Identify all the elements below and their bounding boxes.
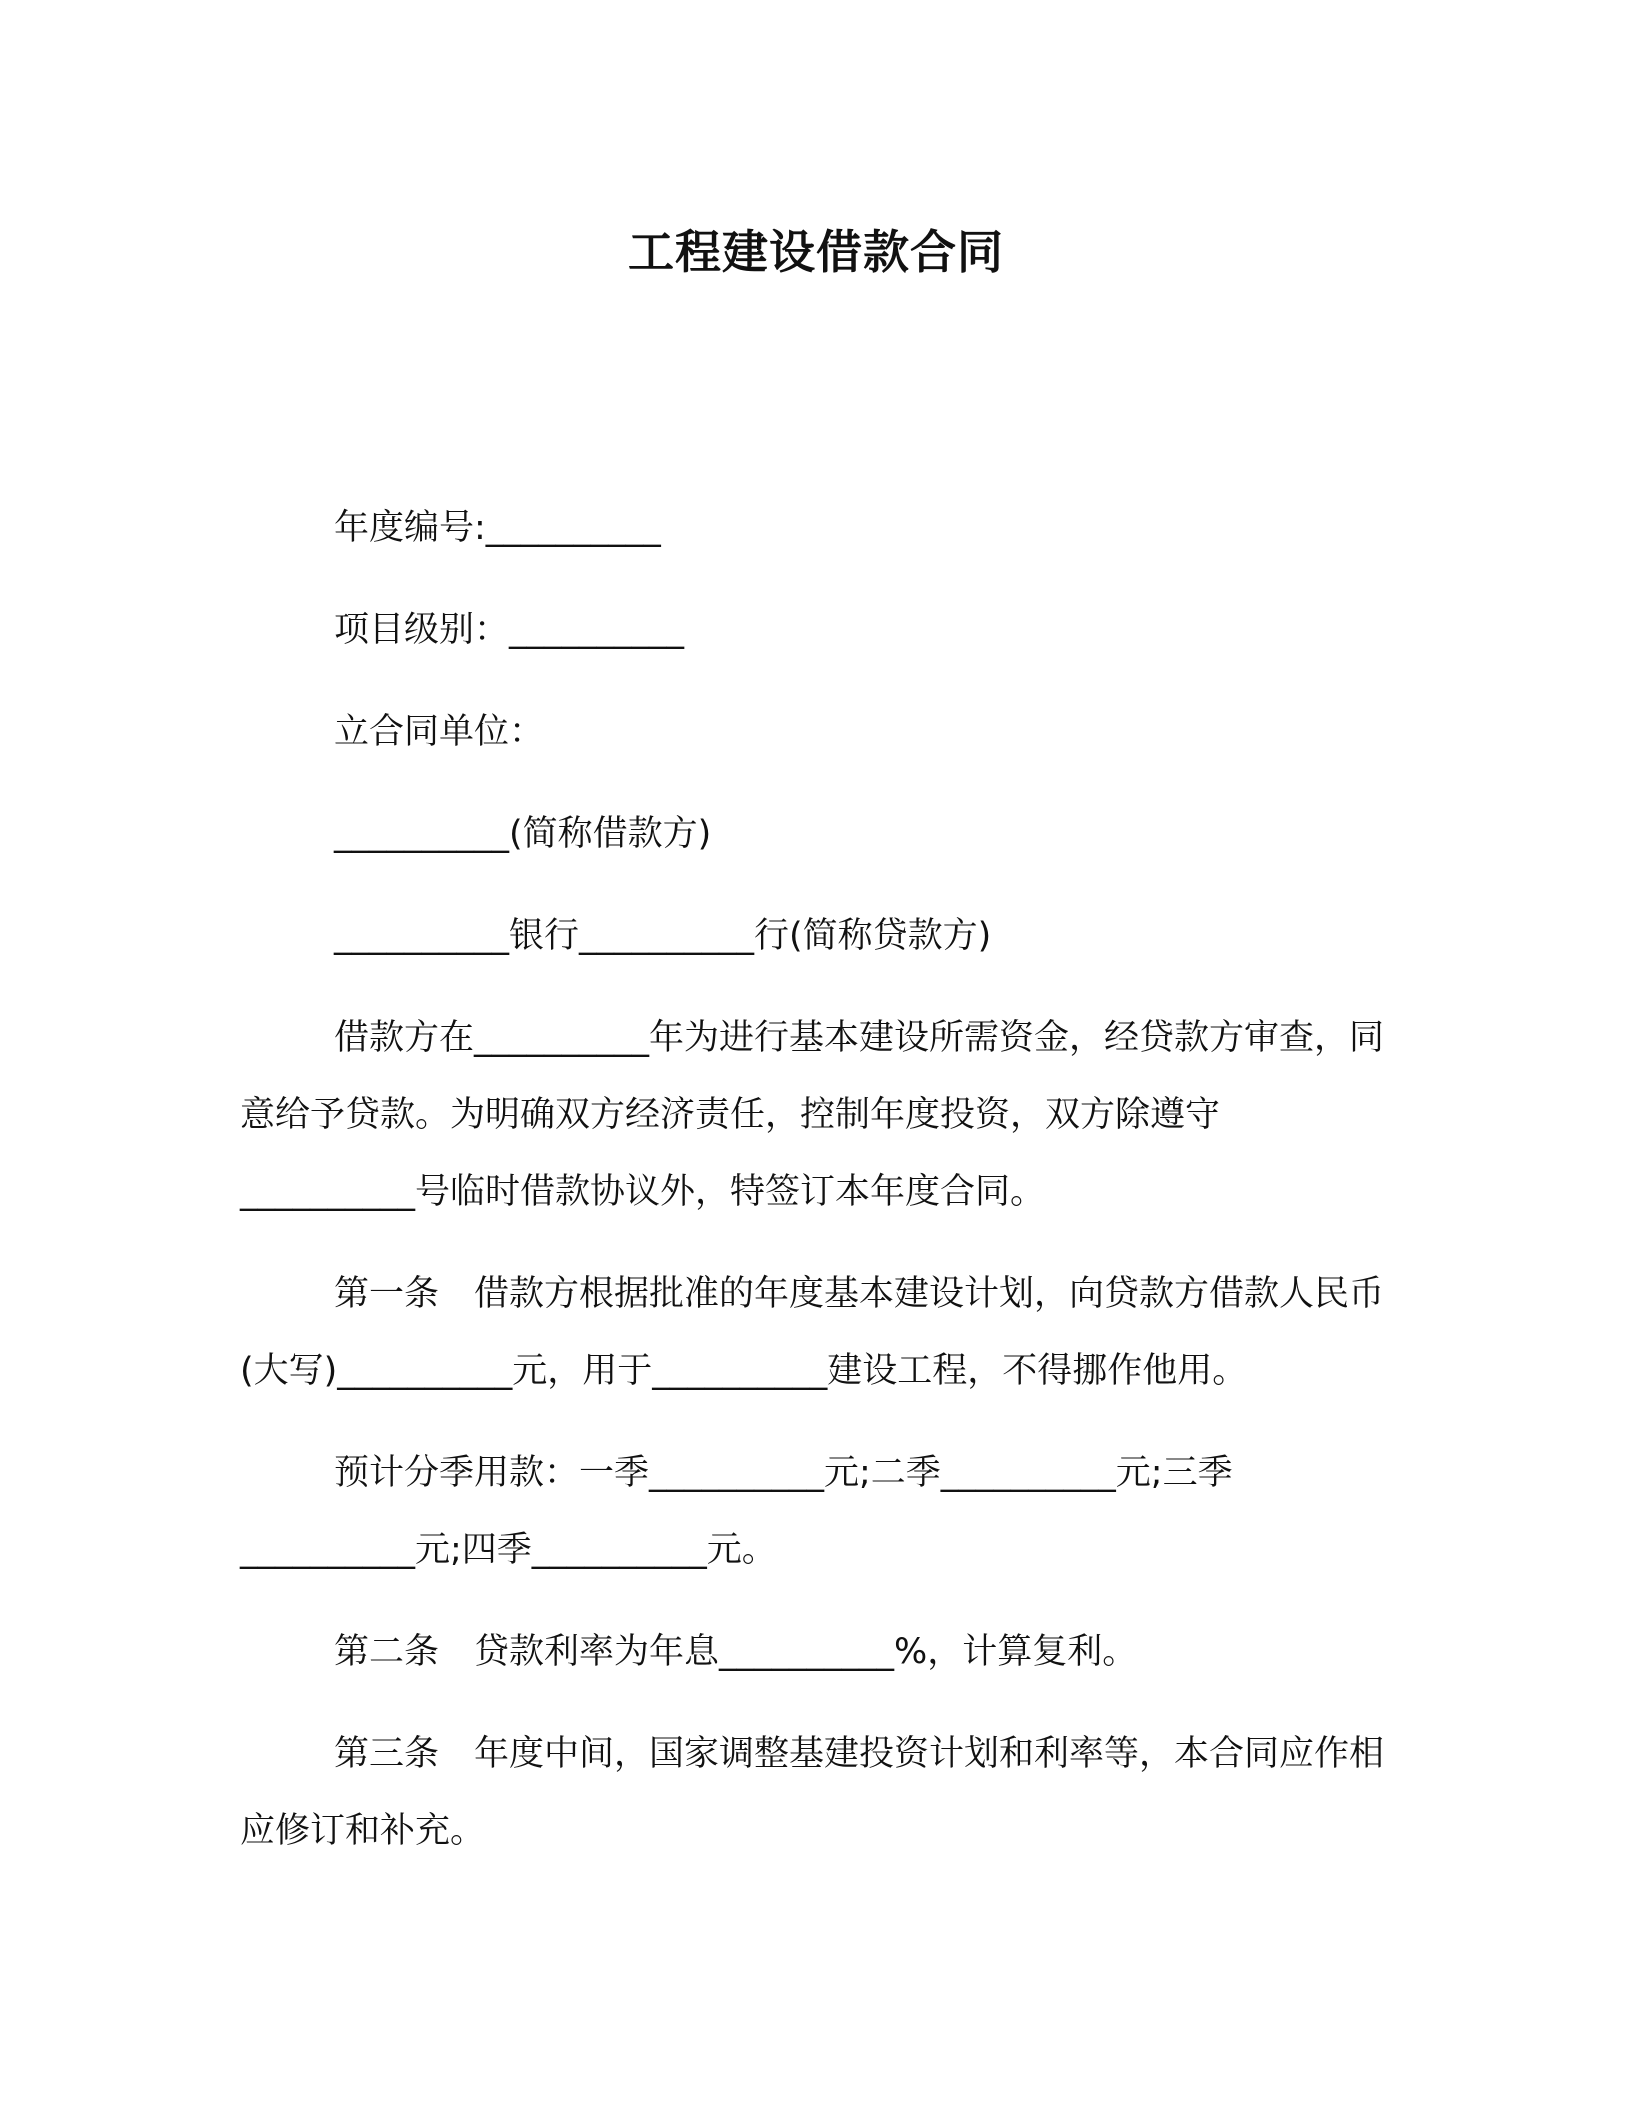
document-title: 工程建设借款合同 xyxy=(628,225,1004,279)
article-two-paragraph: 第二条 贷款利率为年息__________%，计算复利。 xyxy=(334,1632,1138,1672)
borrower-line: __________(简称借款方) xyxy=(334,814,712,854)
project-level-line: 项目级别：__________ xyxy=(334,610,685,650)
lender-line: __________银行__________行(简称贷款方) xyxy=(334,916,992,956)
article-three-paragraph: 第三条 年度中间，国家调整基建投资计划和利率等，本合同应作相应修订和补充。 xyxy=(240,1734,1385,1851)
document-body xyxy=(240,490,1390,1895)
annual-number-line: 年度编号:__________ xyxy=(334,508,661,548)
preamble-paragraph: 借款方在__________年为进行基本建设所需资金，经贷款方审查，同意给予贷款。为明确双方经济责任，控制年度投资，双方除遵守__________号临时借款协议外，特签订本年度合同。 xyxy=(240,1018,1385,1212)
contracting-parties-label: 立合同单位： xyxy=(334,712,545,752)
article-one-paragraph: 第一条 借款方根据批准的年度基本建设计划，向贷款方借款人民币(大写)__________元，用于__________建设工程，不得挪作他用。 xyxy=(240,1274,1385,1391)
quarterly-usage-paragraph: 预计分季用款：一季__________元;二季__________元;三季__________元;四季__________元。 xyxy=(240,1453,1233,1570)
